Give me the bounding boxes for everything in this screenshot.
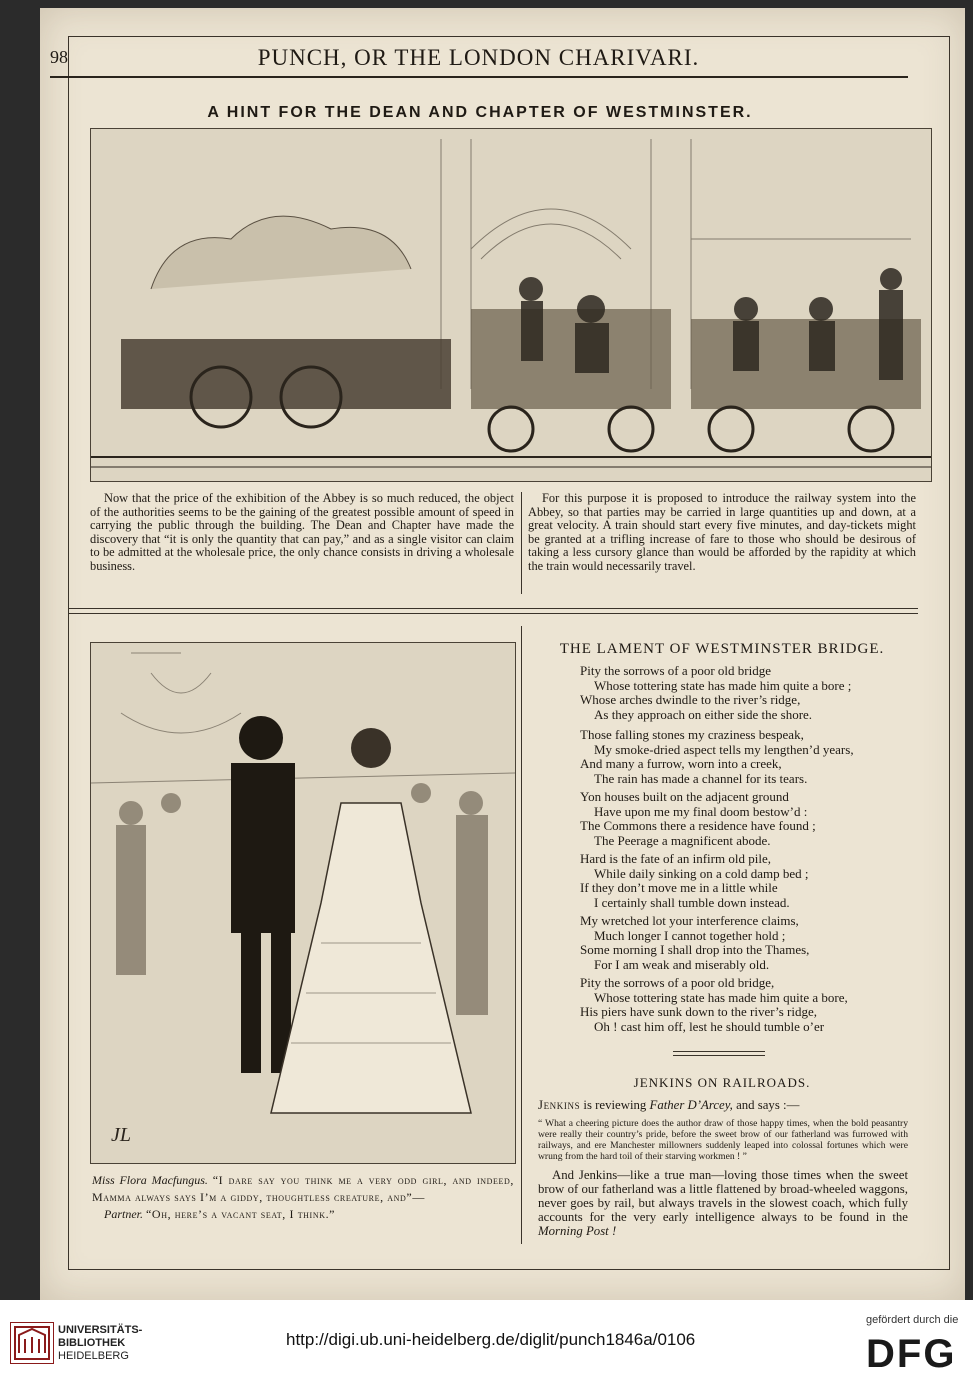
poem-separator-rule-2 xyxy=(673,1055,765,1056)
poem-line: Whose tottering state has made him quite a bore ; xyxy=(594,677,852,693)
poem-stanza xyxy=(580,728,920,786)
jenkins-title: JENKINS ON RAILROADS. xyxy=(633,1075,811,1090)
poem-stanza xyxy=(580,664,920,722)
poem-separator-rule xyxy=(673,1051,765,1052)
poem-line: Have upon me my final doom bestow’d : xyxy=(594,803,808,819)
poem-title: THE LAMENT OF WESTMINSTER BRIDGE. xyxy=(559,641,885,657)
poem-line: Pity the sorrows of a poor old bridge, xyxy=(580,975,775,990)
institution-line-1: UNIVERSITÄTS- xyxy=(58,1324,143,1336)
poem-line: The rain has made a channel for its tears. xyxy=(594,770,808,786)
jenkins-quote: “ What a cheering picture does the author draw of those happy times, when the bold peasantry were really their country’s pride, before the sweet brow of our fatherland was furrowed with railways, and ere Manchester millowners suddenly leaped into colossal fortunes which were wrung from the hard toil of their starving workmen ! ” xyxy=(538,1118,908,1162)
speaker-dialogue-2: “Oh, here’s a vacant seat, I think.” xyxy=(146,1207,336,1221)
poem-stanza xyxy=(580,790,920,848)
poem-line: My wretched lot your interference claims, xyxy=(580,913,799,928)
reviewed-work-title: Father D’Arcey, xyxy=(649,1098,733,1112)
poem-line: If they don’t move me in a little while xyxy=(580,880,778,895)
artist-signature: JL xyxy=(111,1124,131,1146)
jenkins-body-end: Morning Post ! xyxy=(538,1224,617,1238)
institution-line-2: BIBLIOTHEK xyxy=(58,1337,126,1349)
jenkins-intro-end: and says :— xyxy=(736,1098,800,1112)
poem-line: My smoke-dried aspect tells my lengthen’d years, xyxy=(594,741,854,757)
viewer-footer xyxy=(0,1300,973,1384)
speaker-name-2: Partner. xyxy=(104,1207,143,1221)
institution-line-3: HEIDELBERG xyxy=(58,1350,129,1362)
column-divider-top xyxy=(521,492,522,594)
funding-text: gefördert durch die xyxy=(866,1314,959,1326)
poem-line: The Peerage a magnificent abode. xyxy=(594,832,771,848)
article-column-1: Now that the price of the exhibition of the Abbey is so much reduced, the object of the authorities seems to be the gaining of the greatest possible amount of speed in carrying the public through the building. The Dean and Chapter have made the discovery that “it is only the quantity that can pay,” and as a single visitor can claim to be admitted at the wholesale price, the only chance consists in driving a wholesale business. xyxy=(90,491,514,573)
institution-name xyxy=(58,1324,142,1363)
jenkins-name: Jenkins xyxy=(538,1098,581,1112)
jenkins-body-text: And Jenkins—like a true man—loving those times when the sweet brow of our fatherland was a little flattened by broad-wheeled waggons, never goes by rail, but always travels in the slowest coach, which fully accounts for the very early intelligence always to be found in the xyxy=(538,1168,908,1224)
poem-line: Yon houses built on the adjacent ground xyxy=(580,789,789,804)
poem-line: Much longer I cannot together hold ; xyxy=(594,927,786,943)
dfg-logo: DFG xyxy=(866,1332,957,1376)
railway-engraving xyxy=(91,129,931,481)
column-divider-bottom xyxy=(521,626,522,1244)
ballroom-engraving xyxy=(91,643,515,1163)
poem-line: For I am weak and miserably old. xyxy=(594,956,770,972)
poem-line: Those falling stones my craziness bespeak, xyxy=(580,727,804,742)
caption-line-1 xyxy=(92,1172,514,1206)
poem-line: Hard is the fate of an infirm old pile, xyxy=(580,851,771,866)
caption-line-2 xyxy=(92,1206,514,1223)
university-logo xyxy=(10,1322,54,1364)
article-column-2: For this purpose it is proposed to introduce the railway system into the Abbey, so that parties may be carried in large quantities up and down, at a great velocity. A train should start every five minutes, and day-tickets might be granted at a trifling increase of fare to those who should be desirous of taking a less cursory glance than would be afforded by the rapidity at which the train would necessarily travel. xyxy=(528,491,916,573)
poem-line: His piers have sunk down to the river’s ridge, xyxy=(580,1004,817,1019)
page-header xyxy=(50,47,907,77)
poem-stanza xyxy=(580,914,920,972)
poem-line: As they approach on either side the shore. xyxy=(594,706,813,722)
page-number: 98 xyxy=(50,47,68,67)
poem-line: The Commons there a residence have found ; xyxy=(580,818,816,833)
jenkins-intro-mid: is reviewing xyxy=(583,1098,647,1112)
poem-line: Whose arches dwindle to the river’s ridge, xyxy=(580,692,801,707)
cartoon-title: A HINT FOR THE DEAN AND CHAPTER OF WESTMINSTER. xyxy=(207,104,753,121)
poem-line: Some morning I shall drop into the Thames, xyxy=(580,942,810,957)
poem-line: And many a furrow, worn into a creek, xyxy=(580,756,782,771)
speaker-dialogue-1: “I dare say you think me a very odd girl, and indeed, Mamma always says I’m a giddy, thoughtless creature, and”— xyxy=(92,1173,514,1204)
poem-line: Whose tottering state has made him quite a bore, xyxy=(594,989,848,1005)
poem-line: Pity the sorrows of a poor old bridge xyxy=(580,663,772,678)
section-rule-2 xyxy=(68,613,918,614)
source-url-link[interactable]: http://digi.ub.uni-heidelberg.de/diglit/punch1846a/0106 xyxy=(286,1330,696,1349)
section-rule-1 xyxy=(68,608,918,609)
jenkins-body xyxy=(538,1168,908,1238)
header-rule xyxy=(50,76,908,78)
heidelberg-logo-icon xyxy=(11,1323,53,1363)
poem-line: While daily sinking on a cold damp bed ; xyxy=(594,865,809,881)
railway-cartoon-illustration xyxy=(90,128,932,482)
ballroom-cartoon-illustration xyxy=(90,642,516,1164)
poem-stanza xyxy=(580,852,920,910)
speaker-name-1: Miss Flora Macfungus. xyxy=(92,1173,208,1187)
poem-line: I certainly shall tumble down instead. xyxy=(594,894,790,910)
poem-stanza xyxy=(580,976,920,1034)
poem-line: Oh ! cast him off, lest he should tumble o’er xyxy=(594,1018,825,1034)
running-title: PUNCH, OR THE LONDON CHARIVARI. xyxy=(257,45,700,70)
jenkins-intro xyxy=(538,1098,908,1112)
cartoon-caption xyxy=(92,1172,514,1223)
